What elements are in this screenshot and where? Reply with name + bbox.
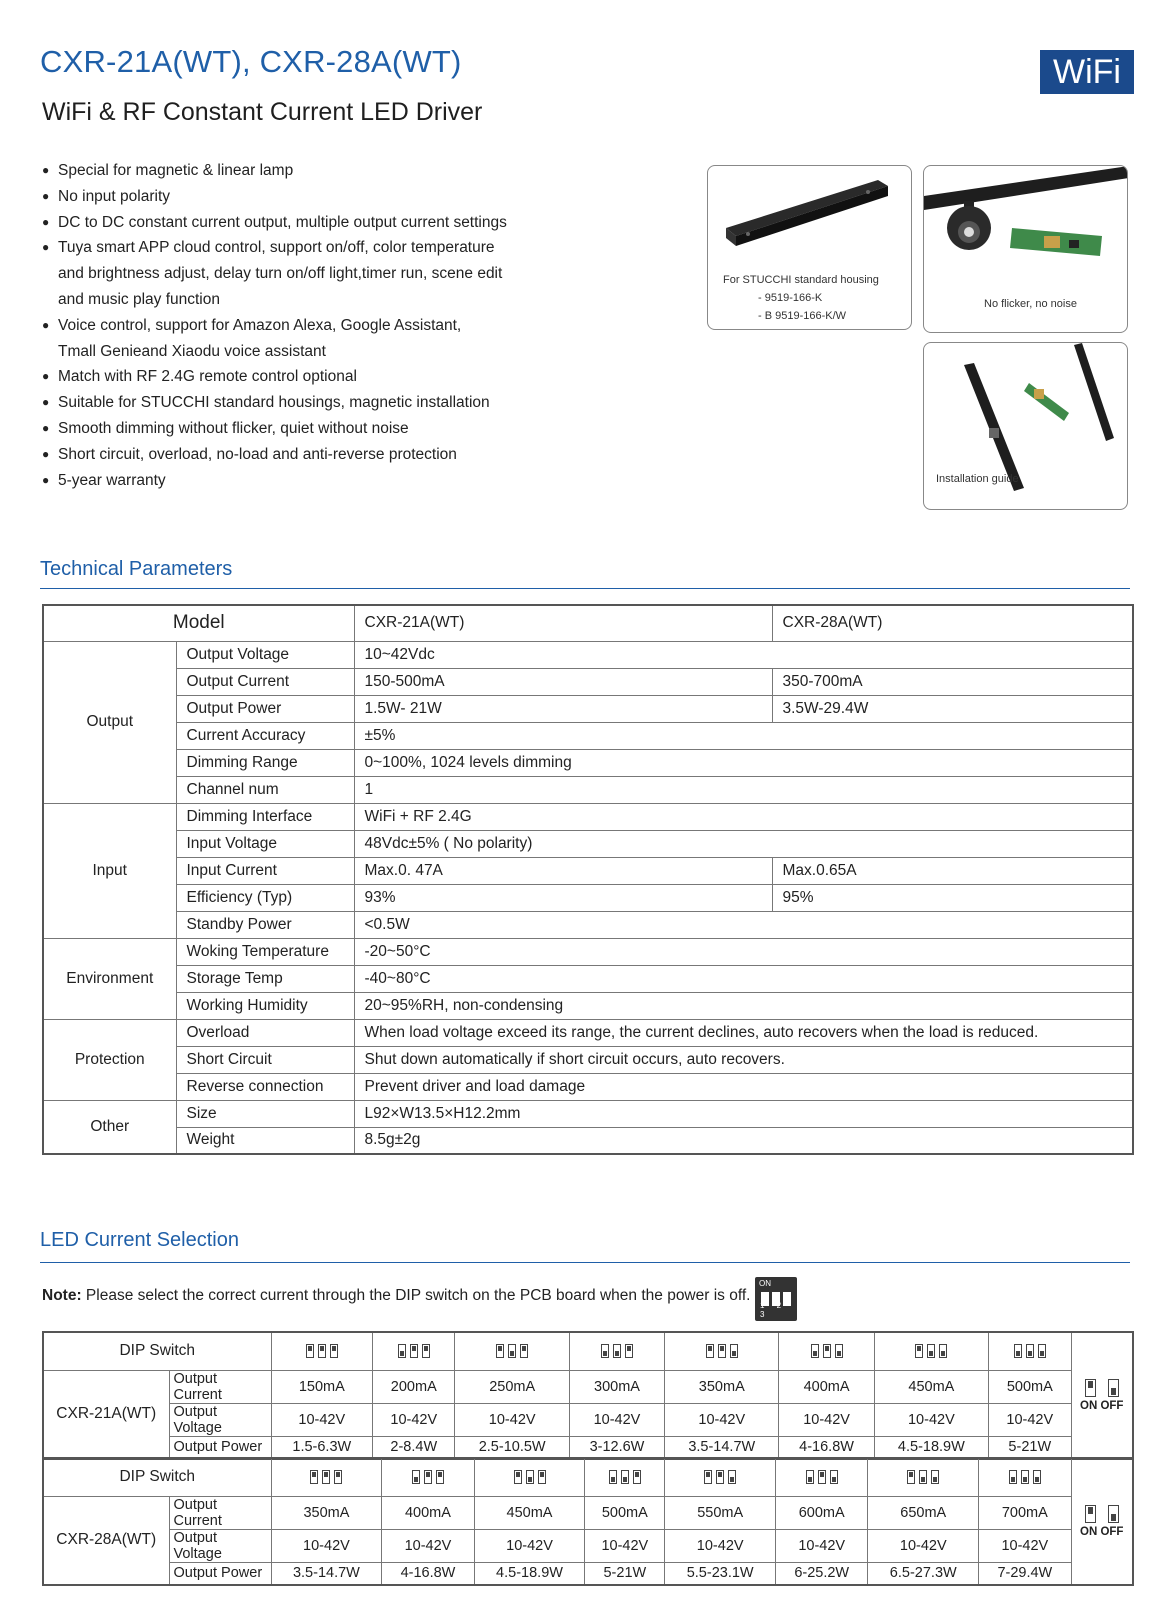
table-row [43, 722, 1133, 749]
dip-on-label: ON [759, 1279, 771, 1288]
param-value: 350-700mA [772, 668, 1133, 695]
cell-current: 150mA [271, 1370, 373, 1403]
model-label: CXR-21A(WT) [43, 1370, 169, 1459]
param-label: Output Voltage [176, 641, 354, 668]
row-label: Output Voltage [169, 1403, 271, 1436]
param-value: -20~50°C [354, 938, 1133, 965]
param-value: When load voltage exceed its range, the current declines, auto recovers when the load is reduced. [354, 1019, 1133, 1046]
cell-current: 350mA [665, 1370, 779, 1403]
cell-current: 300mA [569, 1370, 664, 1403]
cell-voltage: 10-42V [271, 1529, 382, 1562]
param-label: Standby Power [176, 911, 354, 938]
param-value: Prevent driver and load damage [354, 1073, 1133, 1100]
cell-power: 6-25.2W [776, 1562, 868, 1585]
feature-item: ● No input polarity [42, 184, 682, 210]
cell-current: 250mA [455, 1370, 569, 1403]
switch-off-icon [1108, 1505, 1119, 1523]
dip-switch-icon [271, 1458, 382, 1496]
cell-current: 650mA [868, 1496, 979, 1529]
dip-switch-icon [874, 1332, 988, 1370]
dip-switch-icon [271, 1332, 373, 1370]
param-value: 1 [354, 776, 1133, 803]
cell-power: 5.5-23.1W [665, 1562, 776, 1585]
param-label: Short Circuit [176, 1046, 354, 1073]
dip-switch-icon [455, 1332, 569, 1370]
feature-item: ● 5-year warranty [42, 468, 682, 494]
cell-power: 3.5-14.7W [665, 1436, 779, 1459]
table-row [43, 803, 1133, 830]
feature-list [42, 158, 682, 493]
param-label: Overload [176, 1019, 354, 1046]
param-value: Max.0. 47A [354, 857, 772, 884]
voltage-row [43, 1529, 1133, 1562]
table-row [43, 857, 1133, 884]
cell-power: 5-21W [989, 1436, 1071, 1459]
cell-voltage: 10-42V [585, 1529, 665, 1562]
on-off-label: ON OFF [1080, 1526, 1124, 1538]
power-row [43, 1562, 1133, 1585]
param-label: Storage Temp [176, 965, 354, 992]
param-value: 150-500mA [354, 668, 772, 695]
model-header: Model [43, 605, 354, 641]
feature-item: ● Match with RF 2.4G remote control optional [42, 364, 682, 390]
cell-power: 3.5-14.7W [271, 1562, 382, 1585]
table-row [43, 992, 1133, 1019]
param-value: Max.0.65A [772, 857, 1133, 884]
dip-switch-icon [779, 1332, 874, 1370]
led-current-table-21a [42, 1331, 1134, 1460]
cell-current: 400mA [382, 1496, 474, 1529]
cell-power: 3-12.6W [569, 1436, 664, 1459]
table-row [43, 1127, 1133, 1154]
param-label: Woking Temperature [176, 938, 354, 965]
cell-current: 350mA [271, 1496, 382, 1529]
cell-power: 4.5-18.9W [874, 1436, 988, 1459]
feature-item: ● Special for magnetic & linear lamp [42, 158, 682, 184]
power-row [43, 1436, 1133, 1459]
housing-photo [707, 165, 912, 330]
dip-switch-icon [382, 1458, 474, 1496]
row-label: Output Current [169, 1370, 271, 1403]
dip-switch-label: DIP Switch [43, 1458, 271, 1496]
feature-item: ● DC to DC constant current output, multiple output current settings [42, 210, 682, 236]
cell-voltage: 10-42V [874, 1403, 988, 1436]
param-label: Output Power [176, 695, 354, 722]
param-value: 0~100%, 1024 levels dimming [354, 749, 1133, 776]
housing-caption: - B 9519-166-K/W [758, 310, 847, 322]
dip-switch-icon [569, 1332, 664, 1370]
section-divider [40, 588, 1130, 589]
table-row [43, 1073, 1133, 1100]
row-label: Output Voltage [169, 1529, 271, 1562]
dip-note [42, 1287, 750, 1305]
cell-voltage: 10-42V [455, 1403, 569, 1436]
param-value: Shut down automatically if short circuit occurs, auto recovers. [354, 1046, 1133, 1073]
cell-power: 1.5-6.3W [271, 1436, 373, 1459]
table-row [43, 695, 1133, 722]
page-title: CXR-21A(WT), CXR-28A(WT) [40, 44, 462, 79]
flicker-caption: No flicker, no noise [984, 298, 1077, 310]
cell-current: 500mA [989, 1370, 1071, 1403]
cell-current: 450mA [474, 1496, 585, 1529]
param-value: 93% [354, 884, 772, 911]
table-row [43, 1100, 1133, 1127]
dip-numbers: 1 2 3 [760, 1301, 787, 1319]
table-row [43, 938, 1133, 965]
dip-switch-icon [665, 1458, 776, 1496]
on-off-legend [1071, 1458, 1133, 1585]
spotlight-photo [923, 165, 1128, 333]
housing-caption: For STUCCHI standard housing [723, 274, 879, 286]
page-subtitle: WiFi & RF Constant Current LED Driver [42, 98, 483, 126]
param-value: -40~80°C [354, 965, 1133, 992]
switch-on-icon [1085, 1379, 1096, 1397]
model-1-header: CXR-21A(WT) [354, 605, 772, 641]
dip-row [43, 1458, 1133, 1496]
cell-current: 200mA [373, 1370, 455, 1403]
param-value: 10~42Vdc [354, 641, 1133, 668]
dip-switch-reference-icon [755, 1277, 797, 1321]
cell-power: 2.5-10.5W [455, 1436, 569, 1459]
dip-switch-icon [474, 1458, 585, 1496]
table-row [43, 668, 1133, 695]
param-label: Reverse connection [176, 1073, 354, 1100]
group-environment: Environment [43, 938, 176, 1019]
dip-switch-label: DIP Switch [43, 1332, 271, 1370]
param-label: Current Accuracy [176, 722, 354, 749]
dip-switch-icon [776, 1458, 868, 1496]
note-text: Please select the correct current through the DIP switch on the PCB board when the power is off. [81, 1287, 751, 1304]
cell-voltage: 10-42V [779, 1403, 874, 1436]
param-label: Input Voltage [176, 830, 354, 857]
cell-current: 400mA [779, 1370, 874, 1403]
feature-item: ● Tuya smart APP cloud control, support on/off, color temperature and brightness adjust, delay turn on/off light,timer run, scene edit and music play function [42, 235, 522, 312]
spotlight-image [924, 166, 1128, 276]
param-value: 20~95%RH, non-condensing [354, 992, 1133, 1019]
table-row [43, 965, 1133, 992]
led-current-table-28a [42, 1457, 1134, 1586]
param-value: WiFi + RF 2.4G [354, 803, 1133, 830]
param-value: 1.5W- 21W [354, 695, 772, 722]
dip-switch-icon [373, 1332, 455, 1370]
param-label: Size [176, 1100, 354, 1127]
feature-item: ● Voice control, support for Amazon Alexa, Google Assistant, Tmall Genieand Xiaodu voice assistant [42, 313, 482, 365]
housing-caption: - 9519-166-K [758, 292, 823, 304]
table-row [43, 776, 1133, 803]
cell-current: 550mA [665, 1496, 776, 1529]
switch-on-icon [1085, 1505, 1096, 1523]
cell-power: 2-8.4W [373, 1436, 455, 1459]
dip-switch-icon [585, 1458, 665, 1496]
dip-switch-icon [665, 1332, 779, 1370]
cell-current: 600mA [776, 1496, 868, 1529]
dip-switch-icon [979, 1458, 1071, 1496]
param-label: Channel num [176, 776, 354, 803]
param-label: Output Current [176, 668, 354, 695]
wifi-badge: WiFi [1040, 50, 1134, 94]
cell-power: 7-29.4W [979, 1562, 1071, 1585]
row-label: Output Power [169, 1436, 271, 1459]
cell-power: 4.5-18.9W [474, 1562, 585, 1585]
cell-current: 450mA [874, 1370, 988, 1403]
group-output: Output [43, 641, 176, 803]
param-label: Dimming Interface [176, 803, 354, 830]
table-header-row [43, 605, 1133, 641]
cell-power: 4-16.8W [779, 1436, 874, 1459]
row-label: Output Current [169, 1496, 271, 1529]
table-row [43, 749, 1133, 776]
table-row [43, 641, 1133, 668]
cell-voltage: 10-42V [373, 1403, 455, 1436]
current-row [43, 1370, 1133, 1403]
cell-current: 500mA [585, 1496, 665, 1529]
voltage-row [43, 1403, 1133, 1436]
cell-power: 5-21W [585, 1562, 665, 1585]
table-row [43, 1046, 1133, 1073]
group-protection: Protection [43, 1019, 176, 1100]
driver-housing-image [708, 166, 912, 266]
model-2-header: CXR-28A(WT) [772, 605, 1133, 641]
cell-voltage: 10-42V [382, 1529, 474, 1562]
cell-voltage: 10-42V [989, 1403, 1071, 1436]
note-label: Note: [42, 1287, 82, 1304]
feature-item: ● Short circuit, overload, no-load and anti-reverse protection [42, 442, 682, 468]
param-value: 48Vdc±5% ( No polarity) [354, 830, 1133, 857]
cell-voltage: 10-42V [979, 1529, 1071, 1562]
param-label: Efficiency (Typ) [176, 884, 354, 911]
switch-off-icon [1108, 1379, 1119, 1397]
table-row [43, 884, 1133, 911]
on-off-label: ON OFF [1080, 1400, 1124, 1412]
param-value: ±5% [354, 722, 1133, 749]
cell-current: 700mA [979, 1496, 1071, 1529]
cell-voltage: 10-42V [569, 1403, 664, 1436]
param-label: Dimming Range [176, 749, 354, 776]
param-label: Weight [176, 1127, 354, 1154]
cell-voltage: 10-42V [868, 1529, 979, 1562]
installation-photo [923, 342, 1128, 510]
param-value: L92×W13.5×H12.2mm [354, 1100, 1133, 1127]
model-label: CXR-28A(WT) [43, 1496, 169, 1585]
cell-power: 6.5-27.3W [868, 1562, 979, 1585]
technical-parameters-table [42, 604, 1134, 1155]
row-label: Output Power [169, 1562, 271, 1585]
install-caption: Installation guide [936, 473, 1019, 485]
param-value: 95% [772, 884, 1133, 911]
cell-power: 4-16.8W [382, 1562, 474, 1585]
dip-switch-icon [868, 1458, 979, 1496]
current-row [43, 1496, 1133, 1529]
cell-voltage: 10-42V [271, 1403, 373, 1436]
on-off-legend [1071, 1332, 1133, 1459]
section-title-technical: Technical Parameters [40, 558, 233, 580]
section-title-led: LED Current Selection [40, 1229, 239, 1251]
table-row [43, 911, 1133, 938]
feature-item: ● Suitable for STUCCHI standard housings, magnetic installation [42, 390, 682, 416]
group-input: Input [43, 803, 176, 938]
param-value: <0.5W [354, 911, 1133, 938]
feature-item: ● Smooth dimming without flicker, quiet without noise [42, 416, 682, 442]
param-value: 8.5g±2g [354, 1127, 1133, 1154]
cell-voltage: 10-42V [776, 1529, 868, 1562]
param-label: Input Current [176, 857, 354, 884]
param-label: Working Humidity [176, 992, 354, 1019]
table-row [43, 1019, 1133, 1046]
section-divider [40, 1262, 1130, 1263]
table-row [43, 830, 1133, 857]
cell-voltage: 10-42V [474, 1529, 585, 1562]
dip-switch-icon [989, 1332, 1071, 1370]
cell-voltage: 10-42V [665, 1403, 779, 1436]
param-value: 3.5W-29.4W [772, 695, 1133, 722]
group-other: Other [43, 1100, 176, 1154]
cell-voltage: 10-42V [665, 1529, 776, 1562]
dip-row [43, 1332, 1133, 1370]
